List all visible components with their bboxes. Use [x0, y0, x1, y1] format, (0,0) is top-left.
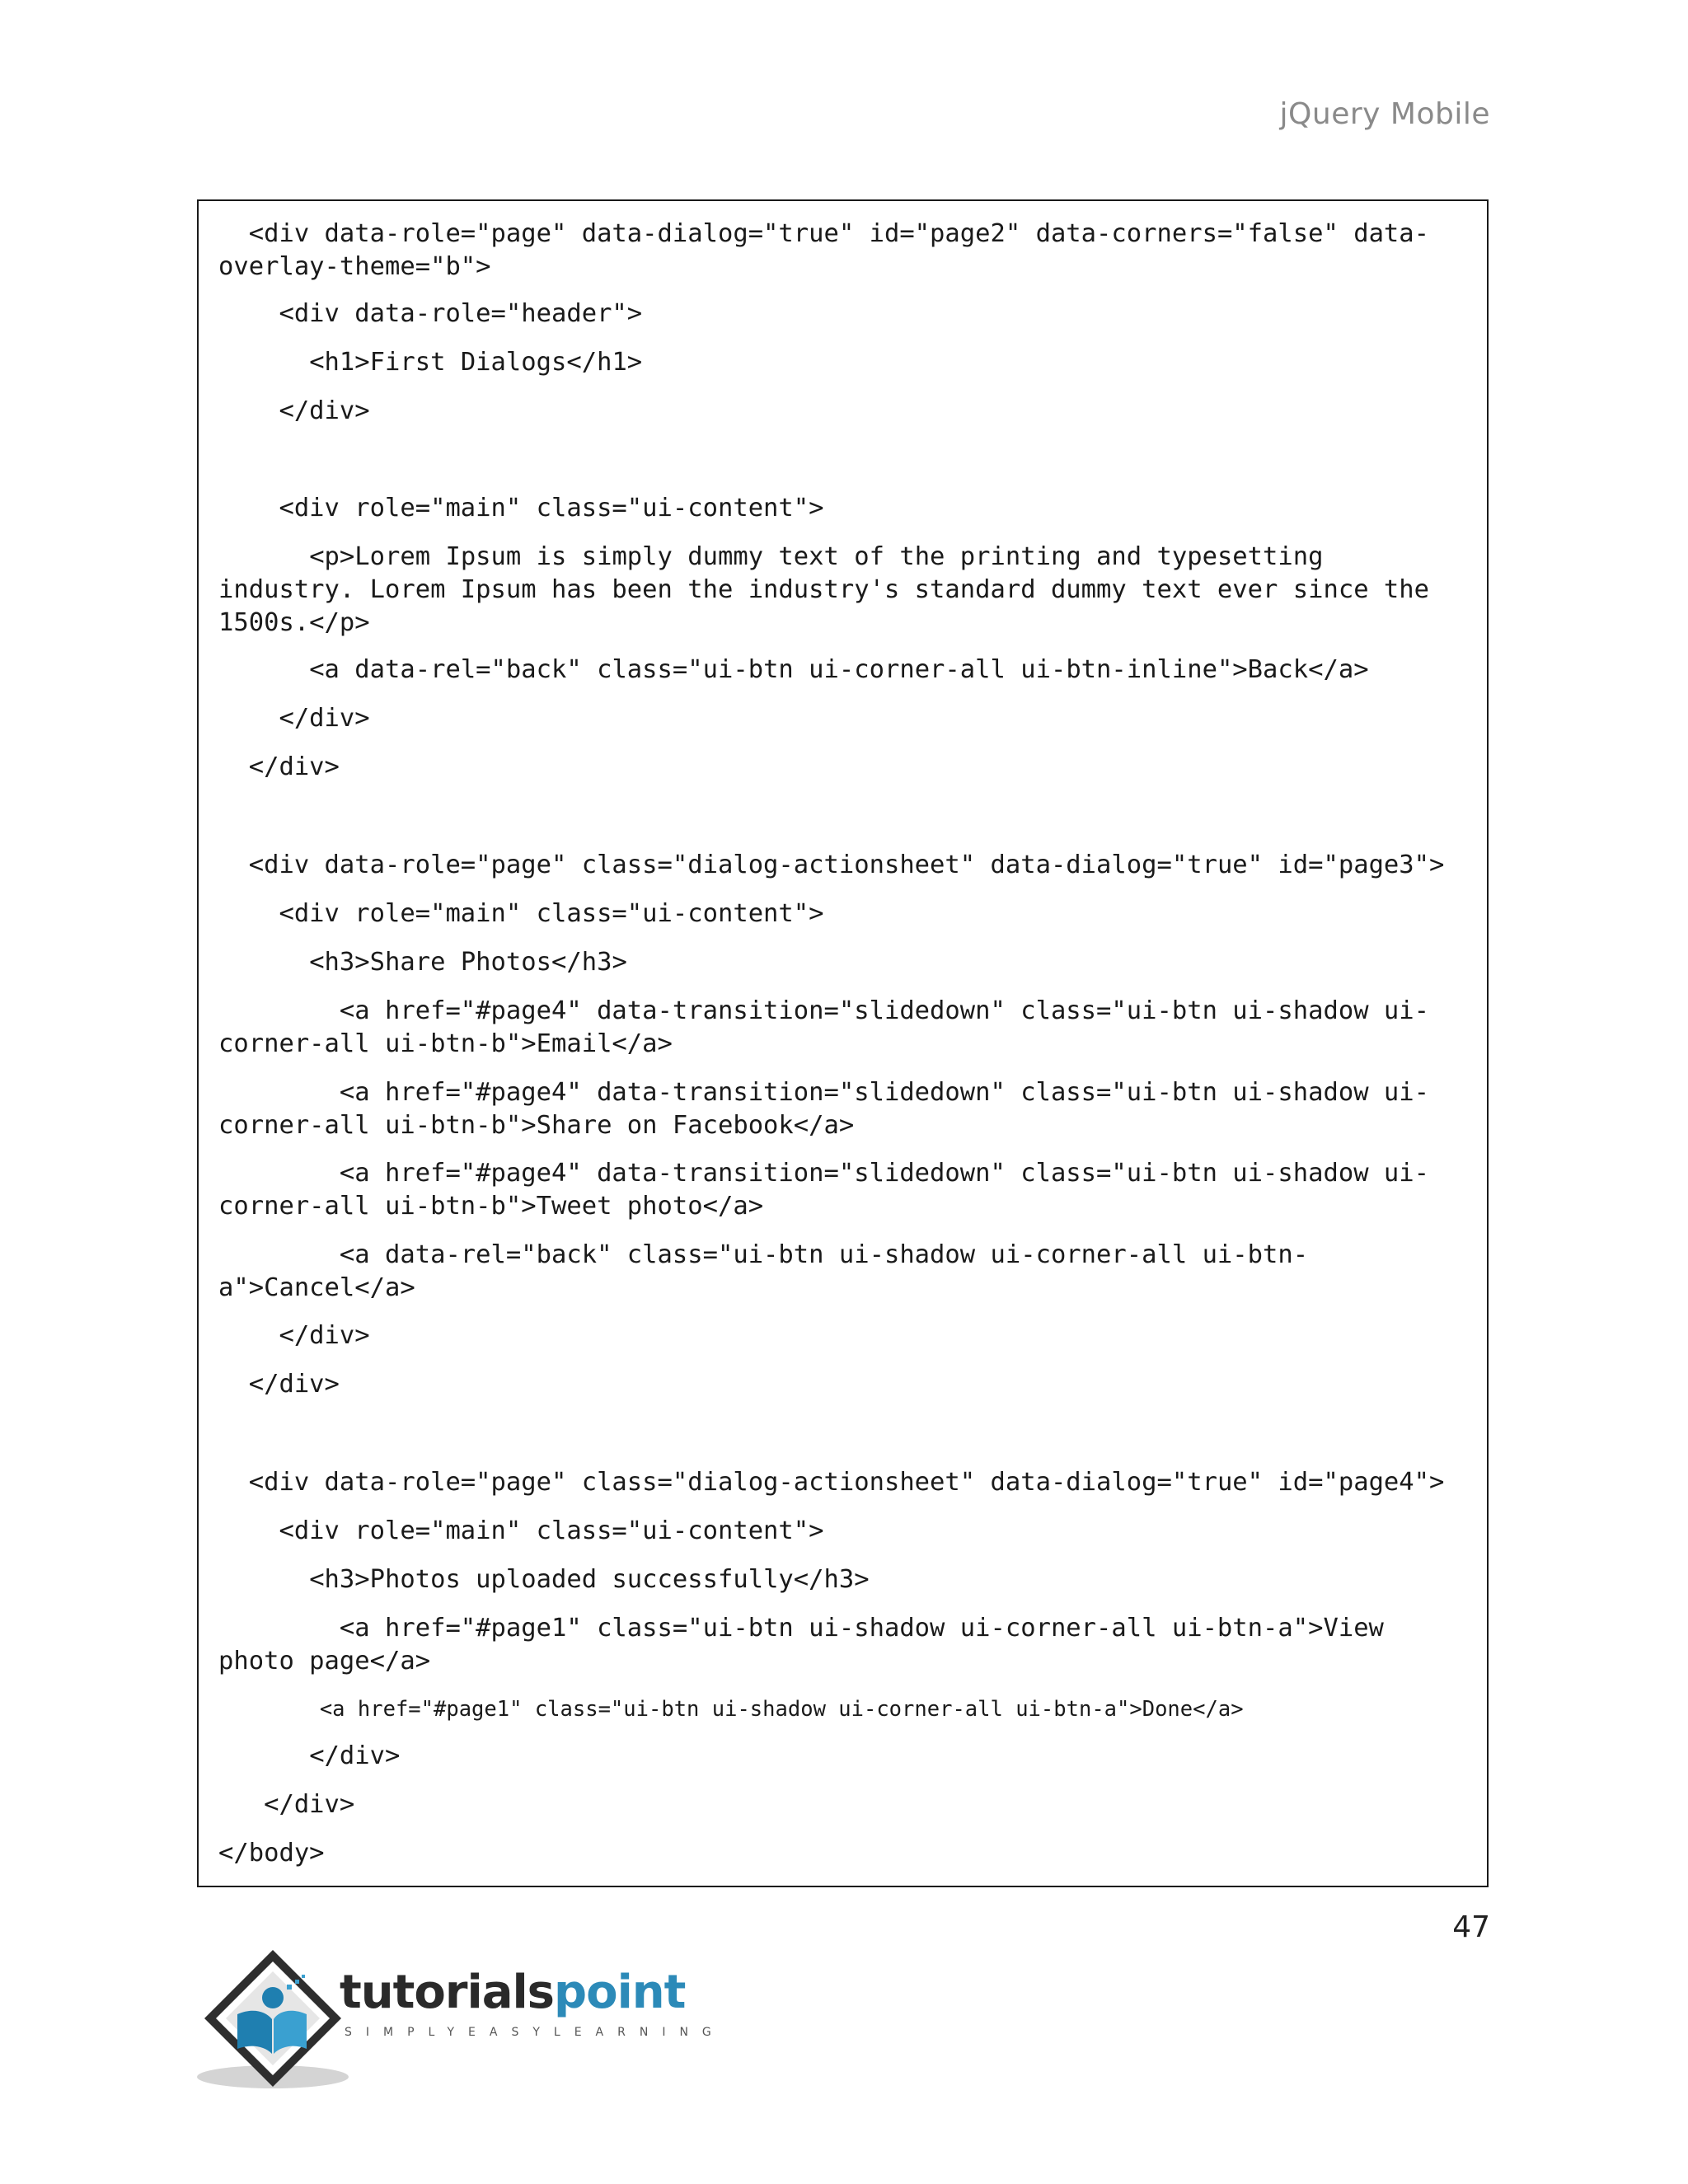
code-line: </div> — [218, 396, 370, 425]
code-line: <h1>First Dialogs</h1> — [218, 348, 643, 377]
code-line: <div data-role="page" data-dialog="true" id="page2" data-corners="false" data-overlay-theme="b"> — [218, 219, 1430, 281]
code-line: <a data-rel="back" class="ui-btn ui-corner-all ui-btn-inline">Back</a> — [218, 655, 1369, 684]
code-line: <a href="#page1" class="ui-btn ui-shadow ui-corner-all ui-btn-a">View photo page</a> — [218, 1614, 1400, 1675]
code-line: <h3>Share Photos</h3> — [218, 948, 627, 977]
code-line: <a href="#page4" data-transition="slidedown" class="ui-btn ui-shadow ui-corner-all ui-btn-b">Tweet photo</a> — [218, 1159, 1430, 1221]
code-line: <div role="main" class="ui-content"> — [218, 494, 824, 523]
code-line: <div data-role="header"> — [218, 299, 643, 328]
code-line: <a href="#page1" class="ui-btn ui-shadow ui-corner-all ui-btn-a">Done</a> — [218, 1697, 1244, 1722]
code-listing — [197, 199, 1489, 1887]
page-number: 47 — [1452, 1910, 1490, 1944]
code-line: <div role="main" class="ui-content"> — [218, 1516, 824, 1545]
code-line: <div data-role="page" class="dialog-actionsheet" data-dialog="true" id="page4"> — [218, 1468, 1445, 1497]
code-line: </div> — [218, 704, 370, 733]
code-line: </div> — [218, 1741, 401, 1770]
code-line: <div data-role="page" class="dialog-actionsheet" data-dialog="true" id="page3"> — [218, 851, 1445, 879]
code-line: </div> — [218, 1370, 340, 1399]
code-line: </body> — [218, 1839, 325, 1868]
code-line: </div> — [218, 752, 340, 781]
logo-emblem-icon — [195, 1938, 351, 2095]
code-line: </div> — [218, 1321, 370, 1350]
code-line: <div role="main" class="ui-content"> — [218, 899, 824, 928]
logo-wordmark: tutorialspoint — [340, 1966, 686, 2019]
code-line: </div> — [218, 1790, 355, 1819]
logo-tagline: SIMPLYEASYLEARNING — [345, 2026, 725, 2039]
code-line: <a data-rel="back" class="ui-btn ui-shadow ui-corner-all ui-btn-a">Cancel</a> — [218, 1240, 1309, 1302]
code-line: <a href="#page4" data-transition="slidedown" class="ui-btn ui-shadow ui-corner-all ui-btn-b">Email</a> — [218, 996, 1430, 1058]
running-header: jQuery Mobile — [1279, 97, 1490, 131]
tutorialspoint-logo — [195, 1938, 725, 2095]
code-line: <a href="#page4" data-transition="slidedown" class="ui-btn ui-shadow ui-corner-all ui-btn-b">Share on Facebook</a> — [218, 1078, 1430, 1140]
code-line: <h3>Photos uploaded successfully</h3> — [218, 1565, 870, 1594]
code-line: <p>Lorem Ipsum is simply dummy text of the printing and typesetting industry. Lorem Ipsum has been the industry's standard dummy text ever since the 1500s.</p> — [218, 542, 1445, 637]
